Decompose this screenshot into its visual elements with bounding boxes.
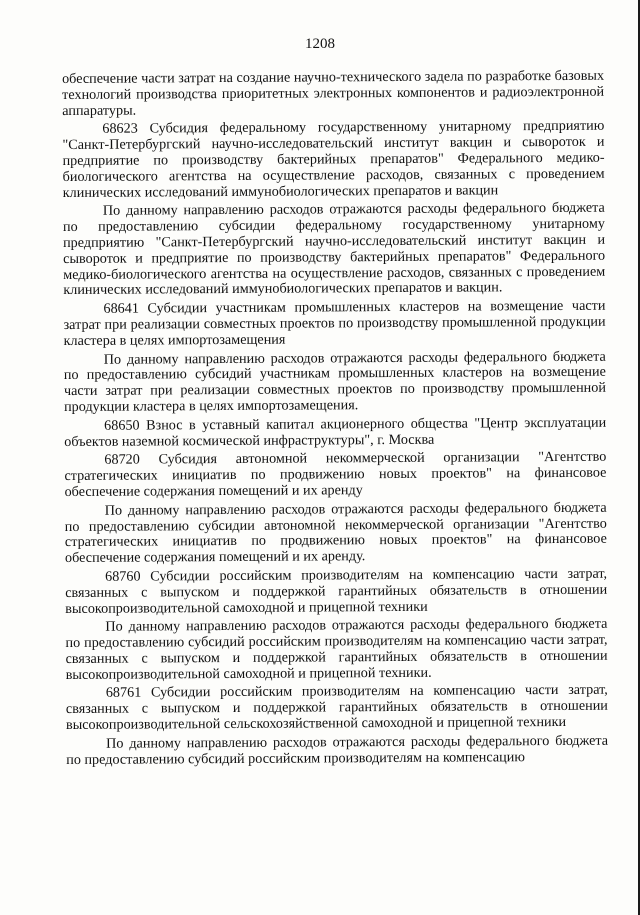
document-body xyxy=(62,69,608,772)
paragraph-68623-description: По данному направлению расходов отражаются расходы федерального бюджета по предоставлению субсидии федеральному государственному унитарному предприятию "Санкт-Петербургский научно-исследовательский институт вакцин и сывороток и предприятие по производству бактерийных препаратов" Федерального медико-биологического агентства на осуществление расходов, связанных с проведением клинических исследований иммунобиологических препаратов и вакцин. xyxy=(62,200,606,299)
paragraph-68641-heading: 68641 Субсидии участникам промышленных кластеров на возмещение части затрат при реализации совместных проектов по производству промышленной продукции кластера в целях импортозамещения xyxy=(63,297,606,349)
page-number: 1208 xyxy=(305,36,335,52)
paragraph-continuation: обеспечение части затрат на создание научно-технического задела по разработке базовых технологий производства приоритетных электронных компонентов и радиоэлектронной аппаратуры. xyxy=(61,67,605,119)
paragraph-68761-description: По данному направлению расходов отражаются расходы федерального бюджета по предоставлению субсидий российским производителям на компенсацию xyxy=(66,732,609,768)
paragraph-68760-heading: 68760 Субсидии российским производителям на компенсацию части затрат, связанных с выпуском и поддержкой гарантийных обязательств в отношении высокопроизводительной самоходной и прицепной техники xyxy=(65,565,608,617)
paragraph-68650-heading: 68650 Взнос в уставный капитал акционерного общества "Центр эксплуатации объектов наземной космической инфраструктуры", г. Москва xyxy=(64,414,607,450)
paragraph-68720-heading: 68720 Субсидия автономной некоммерческой организации "Агентство стратегических инициатив по продвижению новых проектов" на финансовое обеспечение содержания помещений и их аренду xyxy=(64,449,607,500)
paragraph-68641-description: По данному направлению расходов отражаются расходы федерального бюджета по предоставлению субсидий участникам промышленных кластеров на возмещение части затрат при реализации совместных проектов по производству промышленной продукции кластера в целях импортозамещения. xyxy=(63,348,606,415)
paragraph-68760-description: По данному направлению расходов отражаются расходы федерального бюджета по предоставлению субсидий российским производителям на компенсацию части затрат, связанных с выпуском и поддержкой гарантийных обязательств в отношении высокопроизводительной самоходной и прицепной техники. xyxy=(65,615,608,683)
paragraph-68720-description: По данному направлению расходов отражаются расходы федерального бюджета по предоставлению субсидии автономной некоммерческой организации "Агентство стратегических инициатив по продвижению новых проектов" на финансовое обеспечение содержания помещений и их аренду. xyxy=(64,499,607,567)
paragraph-68761-heading: 68761 Субсидии российским производителям на компенсацию части затрат, связанных с выпуском и поддержкой гарантийных обязательств в отношении высокопроизводительной сельскохозяйственной самоходной и прицепной техники xyxy=(65,682,608,734)
paragraph-68623-heading: 68623 Субсидия федеральному государственному унитарному предприятию "Санкт-Петербургский научно-исследовательский институт вакцин и сывороток и предприятие по производству бактерийных препаратов" Федерального медико-биологического агентства на осуществление расходов, связанных с проведением клинических исследований иммунобиологических препаратов и вакцин xyxy=(62,118,605,201)
